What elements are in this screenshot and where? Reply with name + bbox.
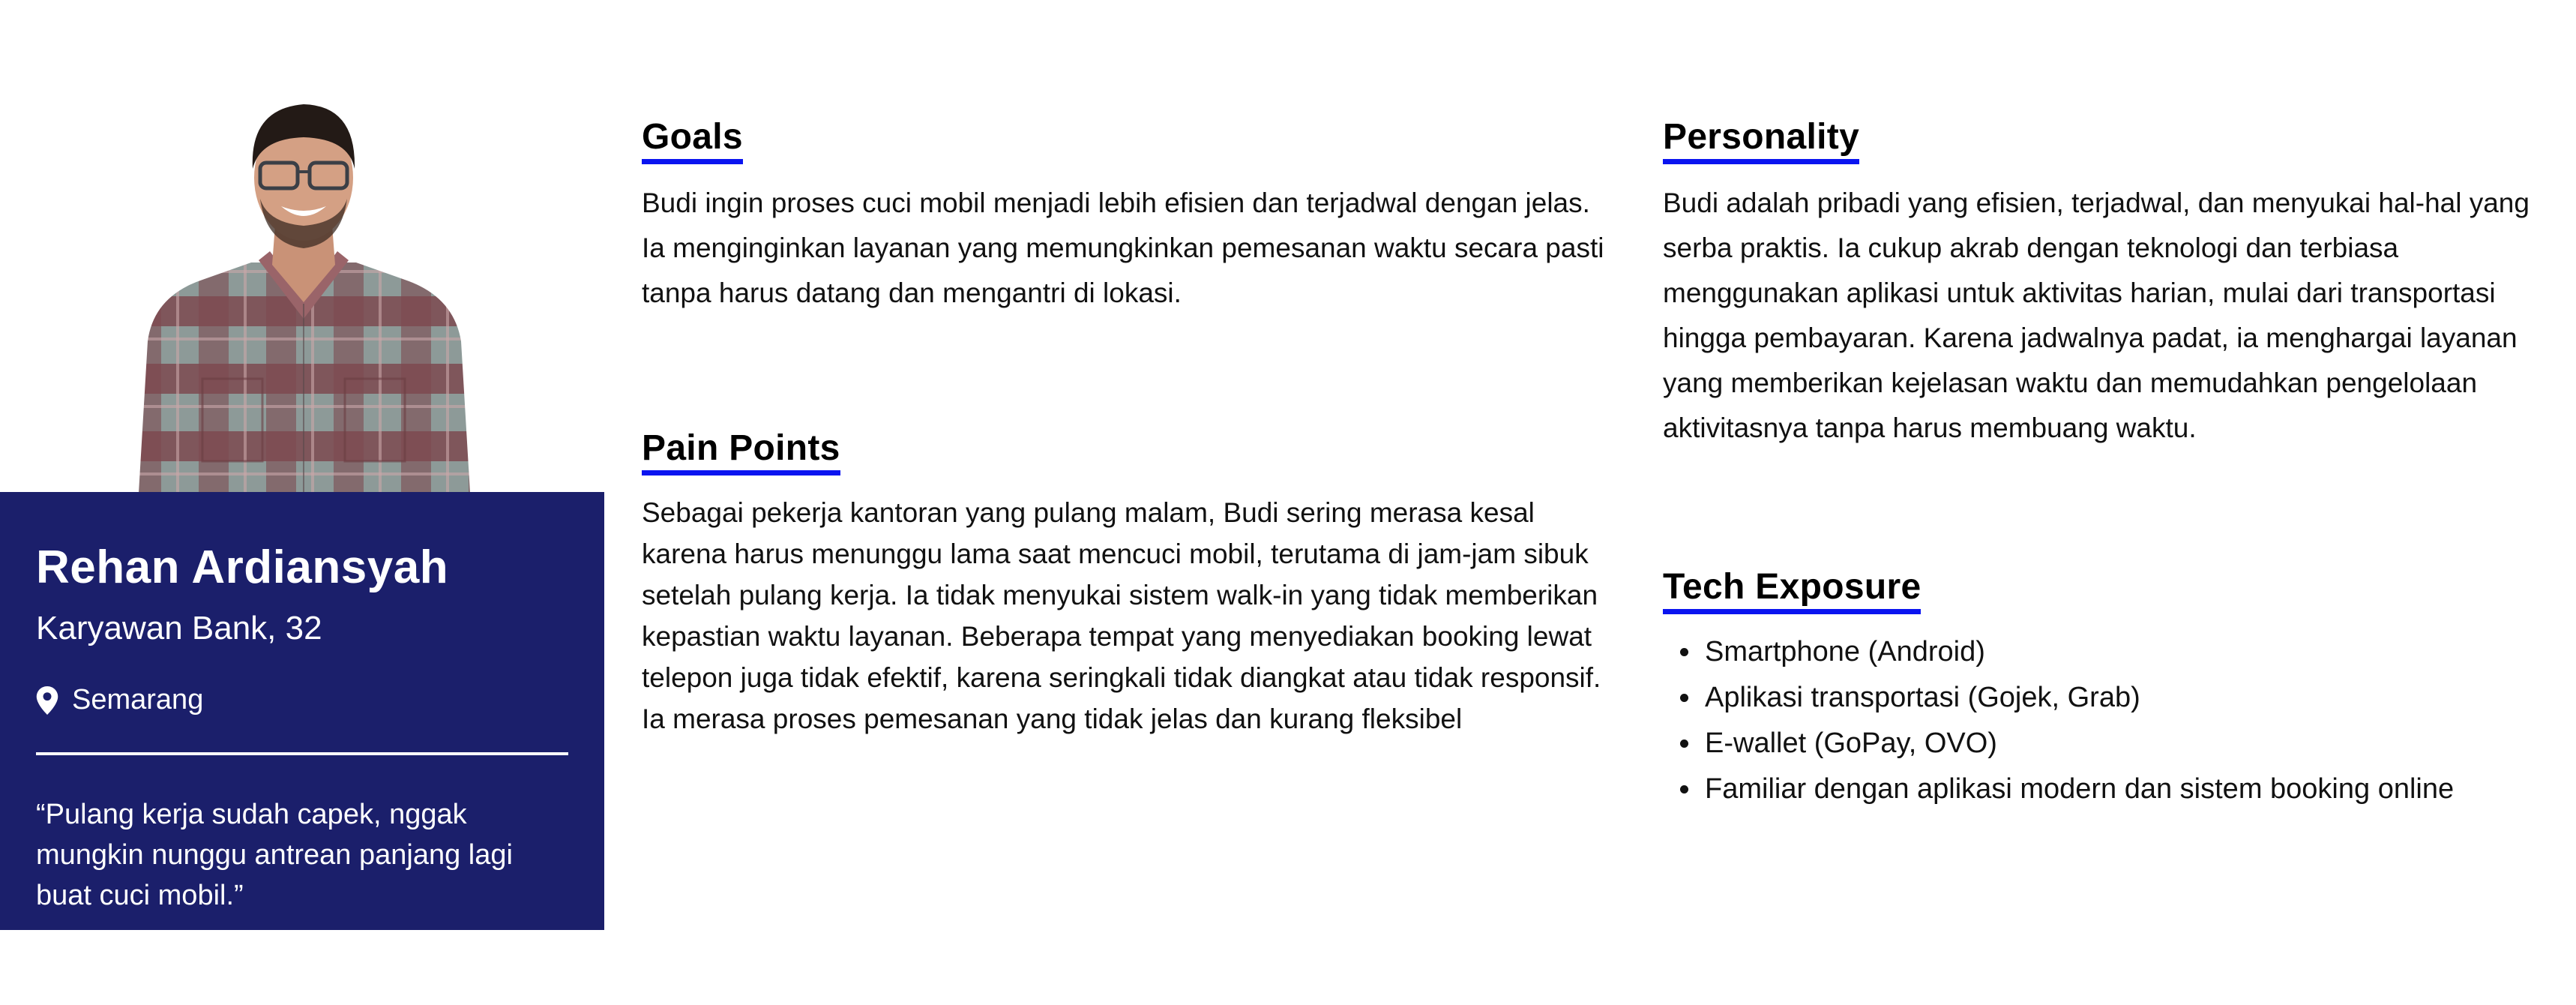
persona-photo bbox=[131, 94, 476, 493]
pain-points-heading: Pain Points bbox=[642, 428, 840, 476]
tech-exposure-heading: Tech Exposure bbox=[1663, 566, 1921, 614]
goals-body: Budi ingin proses cuci mobil menjadi lebih efisien dan terjadwal dengan jelas. Ia menginginkan layanan yang memungkinkan pemesanan waktu secara pasti tanpa harus datang dan mengantri di lokasi. bbox=[642, 188, 1604, 309]
list-item: • Familiar dengan aplikasi modern dan sistem booking online bbox=[1702, 766, 2563, 812]
goals-section bbox=[642, 116, 1609, 316]
persona-location-text: Semarang bbox=[72, 684, 204, 716]
personality-heading: Personality bbox=[1663, 116, 1859, 164]
persona-role: Karyawan Bank, 32 bbox=[36, 610, 322, 646]
tech-exposure-section bbox=[1663, 566, 2563, 812]
goals-heading: Goals bbox=[642, 116, 743, 164]
personality-body: Budi adalah pribadi yang efisien, terjadwal, dan menyukai hal-hal yang serba praktis. Ia cukup akrab dengan teknologi dan terbiasa menggunakan aplikasi untuk aktivitas harian, mulai dari transportasi hingga pembayaran. Karena jadwalnya padat, ia menghargai layanan yang memberikan kejelasan waktu dan memudahkan pengelolaan aktivitasnya tanpa harus membuang waktu. bbox=[1663, 188, 2530, 444]
list-item: • E-wallet (GoPay, OVO) bbox=[1702, 721, 2563, 766]
list-item: • Aplikasi transportasi (Gojek, Grab) bbox=[1702, 675, 2563, 721]
pain-points-body: Sebagai pekerja kantoran yang pulang malam, Budi sering merasa kesal karena harus menunggu lama saat mencuci mobil, terutama di jam-jam sibuk setelah pulang kerja. Ia tidak menyukai sistem walk-in yang tidak memberikan kepastian waktu layanan. Beberapa tempat yang menyediakan booking lewat telepon juga tidak efektif, karena seringkali tidak diangkat atau tidak responsif. Ia merasa proses pemesanan yang tidak jelas dan kurang fleksibel bbox=[642, 497, 1601, 735]
tech-exposure-list bbox=[1663, 629, 2563, 812]
card-divider bbox=[36, 752, 568, 755]
personality-section bbox=[1663, 116, 2555, 451]
map-pin-icon bbox=[36, 686, 58, 715]
persona-location bbox=[36, 684, 568, 716]
pain-points-section bbox=[642, 428, 1609, 740]
list-item: • Smartphone (Android) bbox=[1702, 629, 2563, 675]
persona-quote: “Pulang kerja sudah capek, nggak mungkin nunggu antrean panjang lagi buat cuci mobil.” bbox=[36, 799, 513, 912]
persona-name: Rehan Ardiansyah bbox=[36, 542, 449, 593]
persona-card bbox=[0, 492, 604, 930]
